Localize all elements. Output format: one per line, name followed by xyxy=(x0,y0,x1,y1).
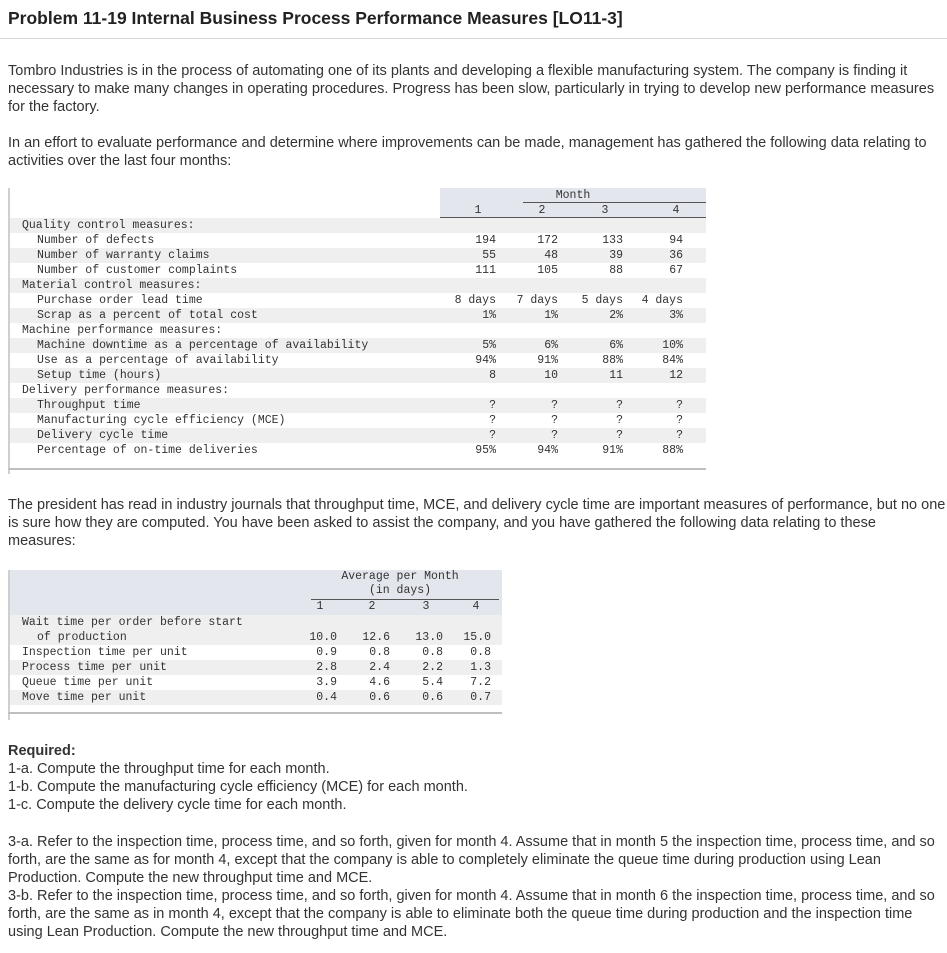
row-value: ? xyxy=(489,399,496,412)
row-value: 1% xyxy=(482,309,496,322)
row-value: ? xyxy=(489,414,496,427)
row-value: 0.8 xyxy=(470,646,491,659)
row-value: 194 xyxy=(475,234,496,247)
required-heading: Required: xyxy=(8,743,76,759)
row-value: 4.6 xyxy=(369,676,390,689)
month-group-header: Month xyxy=(555,189,591,202)
row-value: 10.0 xyxy=(309,631,337,644)
month-col-header-2: 2 xyxy=(368,600,376,613)
row-value: ? xyxy=(551,414,558,427)
table-bottom-line xyxy=(8,468,706,470)
table-bottom-line xyxy=(8,712,502,714)
row-value: 3.9 xyxy=(316,676,337,689)
row-label: Manufacturing cycle efficiency (MCE) xyxy=(37,414,286,427)
row-label: Use as a percentage of availability xyxy=(37,354,279,367)
row-value: 5% xyxy=(482,339,496,352)
row-value: ? xyxy=(676,399,683,412)
row-value: 5 days xyxy=(581,294,623,307)
row-value: ? xyxy=(616,399,623,412)
row-value: 84% xyxy=(662,354,683,367)
row-value: 88% xyxy=(602,354,623,367)
month-col-header-1: 1 xyxy=(316,600,324,613)
problem-title: Problem 11-19 Internal Business Process Performance Measures [LO11-3] xyxy=(8,8,623,28)
row-label: Throughput time xyxy=(37,399,141,412)
row-value: 13.0 xyxy=(415,631,443,644)
row-value: ? xyxy=(616,414,623,427)
performance-measures-table xyxy=(8,186,708,476)
row-label: Number of warranty claims xyxy=(37,249,210,262)
row-value: 4 days xyxy=(641,294,683,307)
row-value: 6% xyxy=(544,339,558,352)
row-label: Setup time (hours) xyxy=(37,369,162,382)
row-label: Wait time per order before start xyxy=(22,616,243,629)
row-value: 10 xyxy=(544,369,558,382)
row-value: 105 xyxy=(537,264,558,277)
row-value: 8 xyxy=(489,369,496,382)
row-value: 12 xyxy=(669,369,683,382)
month-col-header-4: 4 xyxy=(672,204,680,217)
row-value: 95% xyxy=(475,444,496,457)
row-label: Scrap as a percent of total cost xyxy=(37,309,258,322)
row-label: Machine performance measures: xyxy=(22,324,223,337)
row-value: 2% xyxy=(609,309,623,322)
row-value: 3% xyxy=(669,309,683,322)
row-label-continued: of production xyxy=(37,631,127,644)
row-value: 0.9 xyxy=(316,646,337,659)
row-value: 2.4 xyxy=(369,661,390,674)
row-value: 172 xyxy=(537,234,558,247)
row-value: 10% xyxy=(662,339,683,352)
row-value: 133 xyxy=(602,234,623,247)
row-value: 91% xyxy=(602,444,623,457)
row-label: Queue time per unit xyxy=(22,676,154,689)
month-col-header-3: 3 xyxy=(422,600,430,613)
required-item-1a: 1-a. Compute the throughput time for each month. xyxy=(8,761,330,777)
row-value: 88 xyxy=(609,264,623,277)
row-value: ? xyxy=(489,429,496,442)
row-value: 94 xyxy=(669,234,683,247)
row-value: 0.8 xyxy=(422,646,443,659)
row-label: Purchase order lead time xyxy=(37,294,203,307)
required-section xyxy=(8,742,938,814)
row-value: 1.3 xyxy=(470,661,491,674)
row-value: 36 xyxy=(669,249,683,262)
row-value: 2.2 xyxy=(422,661,443,674)
month-col-header-1: 1 xyxy=(474,204,482,217)
month-col-header-4: 4 xyxy=(472,600,480,613)
row-value: 15.0 xyxy=(463,631,491,644)
row-value: 8 days xyxy=(454,294,496,307)
row-value: 0.7 xyxy=(470,691,491,704)
row-label: Number of defects xyxy=(37,234,155,247)
row-value: 39 xyxy=(609,249,623,262)
row-value: 12.6 xyxy=(362,631,390,644)
row-value: 88% xyxy=(662,444,683,457)
row-value: 7 days xyxy=(516,294,558,307)
row-value: 48 xyxy=(544,249,558,262)
row-label: Move time per unit xyxy=(22,691,147,704)
part-3b-paragraph: 3-b. Refer to the inspection time, process time, and so forth, given for month 4. Assume that in month 6 the inspection time, process time, and so forth, are the same as in month 4, except that the company is able to eliminate both the queue time during production and the inspection time using Lean Production. Compute the new throughput time and MCE. xyxy=(8,888,935,940)
row-value: 55 xyxy=(482,249,496,262)
row-label: Number of customer complaints xyxy=(37,264,238,277)
row-label: Process time per unit xyxy=(22,661,167,674)
row-label: Delivery performance measures: xyxy=(22,384,230,397)
row-label: Delivery cycle time xyxy=(37,429,169,442)
required-item-1b: 1-b. Compute the manufacturing cycle efficiency (MCE) for each month. xyxy=(8,779,468,795)
month-col-header-2: 2 xyxy=(538,204,546,217)
row-value: 0.6 xyxy=(422,691,443,704)
part-3a-paragraph: 3-a. Refer to the inspection time, process time, and so forth, given for month 4. Assume that in month 5 the inspection time, process time, and so forth, are the same as for month 4, except that the company is able to completely eliminate the queue time during production using Lean Production. Compute the new throughput time and MCE. xyxy=(8,834,935,886)
intro-paragraph: Tombro Industries is in the process of automating one of its plants and developing a flexible manufacturing system. The company is finding it necessary to make many changes in operating procedures. Progress has been slow, particularly in trying to develop new performance measures for the factory. xyxy=(8,63,935,115)
avg-header-line2: (in days) xyxy=(368,584,432,597)
row-value: 94% xyxy=(475,354,496,367)
required-item-1c: 1-c. Compute the delivery cycle time for each month. xyxy=(8,797,347,813)
row-value: 5.4 xyxy=(422,676,443,689)
row-value: 94% xyxy=(537,444,558,457)
time-measures-table xyxy=(8,568,502,720)
row-label: Inspection time per unit xyxy=(22,646,188,659)
row-value: ? xyxy=(551,399,558,412)
month-col-header-3: 3 xyxy=(601,204,609,217)
row-value: 1% xyxy=(544,309,558,322)
row-label: Material control measures: xyxy=(22,279,202,292)
avg-header-line1: Average per Month xyxy=(341,570,459,583)
row-value: 0.8 xyxy=(369,646,390,659)
row-label: Machine downtime as a percentage of availability xyxy=(37,339,369,352)
row-value: 0.6 xyxy=(369,691,390,704)
row-value: 67 xyxy=(669,264,683,277)
row-value: ? xyxy=(676,429,683,442)
row-value: 7.2 xyxy=(470,676,491,689)
row-value: 2.8 xyxy=(316,661,337,674)
row-value: ? xyxy=(551,429,558,442)
president-paragraph: The president has read in industry journals that throughput time, MCE, and delivery cycle time are important measures of performance, but no one is sure how they are computed. You have been asked to assist the company, and you have gathered the following data relating to these measures: xyxy=(8,497,946,549)
row-value: 0.4 xyxy=(316,691,337,704)
row-value: 91% xyxy=(537,354,558,367)
row-value: 6% xyxy=(609,339,623,352)
row-value: 111 xyxy=(475,264,496,277)
row-label: Percentage of on-time deliveries xyxy=(37,444,258,457)
row-value: ? xyxy=(616,429,623,442)
row-label: Quality control measures: xyxy=(22,219,195,232)
row-value: 11 xyxy=(609,369,623,382)
title-divider xyxy=(0,38,947,39)
row-value: ? xyxy=(676,414,683,427)
effort-paragraph: In an effort to evaluate performance and determine where improvements can be made, management has gathered the following data relating to activities over the last four months: xyxy=(8,135,927,169)
